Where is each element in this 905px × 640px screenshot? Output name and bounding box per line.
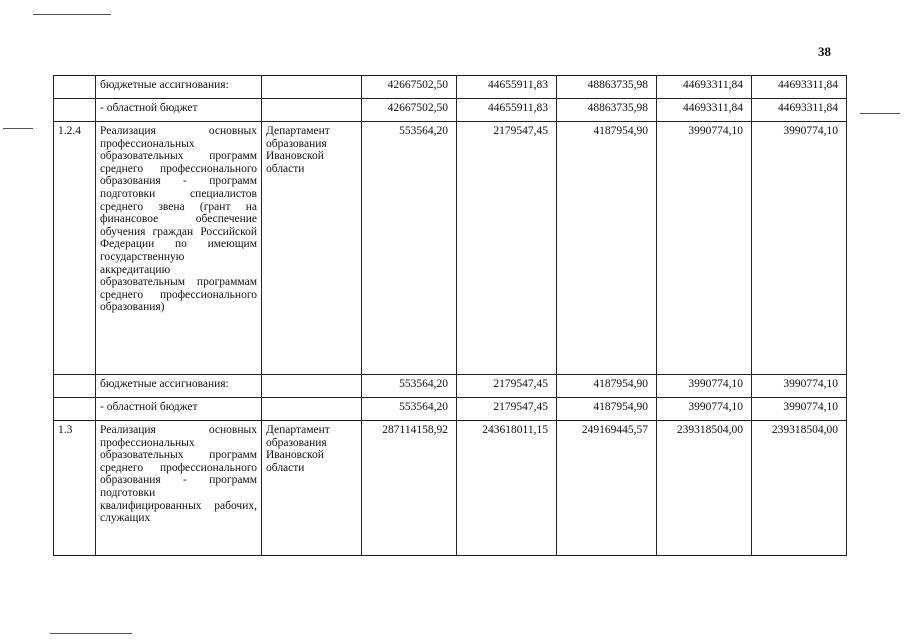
value-cell: 553564,20 xyxy=(362,375,457,398)
row-name: - областной бюджет xyxy=(96,99,262,122)
table-row xyxy=(54,76,847,99)
row-agency xyxy=(262,99,362,122)
value-cell: 4187954,90 xyxy=(557,398,657,421)
row-code xyxy=(54,76,96,99)
table-row xyxy=(54,375,847,398)
value-cell: 3990774,10 xyxy=(657,122,752,375)
value-cell: 3990774,10 xyxy=(657,375,752,398)
value-cell: 287114158,92 xyxy=(362,421,457,556)
row-code: 1.3 xyxy=(54,421,96,556)
value-cell: 3990774,10 xyxy=(752,398,847,421)
value-cell: 239318504,00 xyxy=(752,421,847,556)
page-number: 38 xyxy=(818,44,831,59)
row-agency xyxy=(262,398,362,421)
budget-table xyxy=(53,75,847,556)
row-code: 1.2.4 xyxy=(54,122,96,375)
table-row xyxy=(54,421,847,556)
value-cell: 553564,20 xyxy=(362,122,457,375)
row-name: Реализация основных профессиональных образовательных программ среднего профессионального образования - программ подготовки квалифицированных рабочих, служащих xyxy=(96,421,262,556)
row-name: бюджетные ассигнования: xyxy=(96,76,262,99)
scan-artifact-line xyxy=(50,633,132,634)
row-agency: Департамент образования Ивановской области xyxy=(262,421,362,556)
value-cell: 249169445,57 xyxy=(557,421,657,556)
value-cell: 2179547,45 xyxy=(457,375,557,398)
value-cell: 2179547,45 xyxy=(457,398,557,421)
scan-artifact-line xyxy=(860,113,900,114)
value-cell: 553564,20 xyxy=(362,398,457,421)
table-row xyxy=(54,122,847,375)
value-cell: 44693311,84 xyxy=(752,76,847,99)
row-code xyxy=(54,99,96,122)
value-cell: 44655911,83 xyxy=(457,99,557,122)
row-name: бюджетные ассигнования: xyxy=(96,375,262,398)
value-cell: 3990774,10 xyxy=(657,398,752,421)
row-agency: Департамент образования Ивановской области xyxy=(262,122,362,375)
row-name: Реализация основных профессиональных образовательных программ среднего профессионального образования - программ подготовки специалистов среднего звена (грант на финансовое обеспечение обучения граждан Российской Федерации по имеющим государственную аккредитацию образовательным программам среднего профессионального образования) xyxy=(96,122,262,375)
table-row xyxy=(54,398,847,421)
scan-artifact-line xyxy=(33,14,111,15)
row-agency xyxy=(262,375,362,398)
value-cell: 42667502,50 xyxy=(362,76,457,99)
value-cell: 48863735,98 xyxy=(557,99,657,122)
row-code xyxy=(54,398,96,421)
value-cell: 2179547,45 xyxy=(457,122,557,375)
value-cell: 3990774,10 xyxy=(752,375,847,398)
value-cell: 239318504,00 xyxy=(657,421,752,556)
value-cell: 44693311,84 xyxy=(657,99,752,122)
value-cell: 48863735,98 xyxy=(557,76,657,99)
value-cell: 243618011,15 xyxy=(457,421,557,556)
row-agency xyxy=(262,76,362,99)
value-cell: 44655911,83 xyxy=(457,76,557,99)
value-cell: 3990774,10 xyxy=(752,122,847,375)
value-cell: 44693311,84 xyxy=(657,76,752,99)
table-row xyxy=(54,99,847,122)
scan-artifact-line xyxy=(3,128,33,129)
value-cell: 44693311,84 xyxy=(752,99,847,122)
value-cell: 42667502,50 xyxy=(362,99,457,122)
row-code xyxy=(54,375,96,398)
value-cell: 4187954,90 xyxy=(557,122,657,375)
value-cell: 4187954,90 xyxy=(557,375,657,398)
row-name: - областной бюджет xyxy=(96,398,262,421)
